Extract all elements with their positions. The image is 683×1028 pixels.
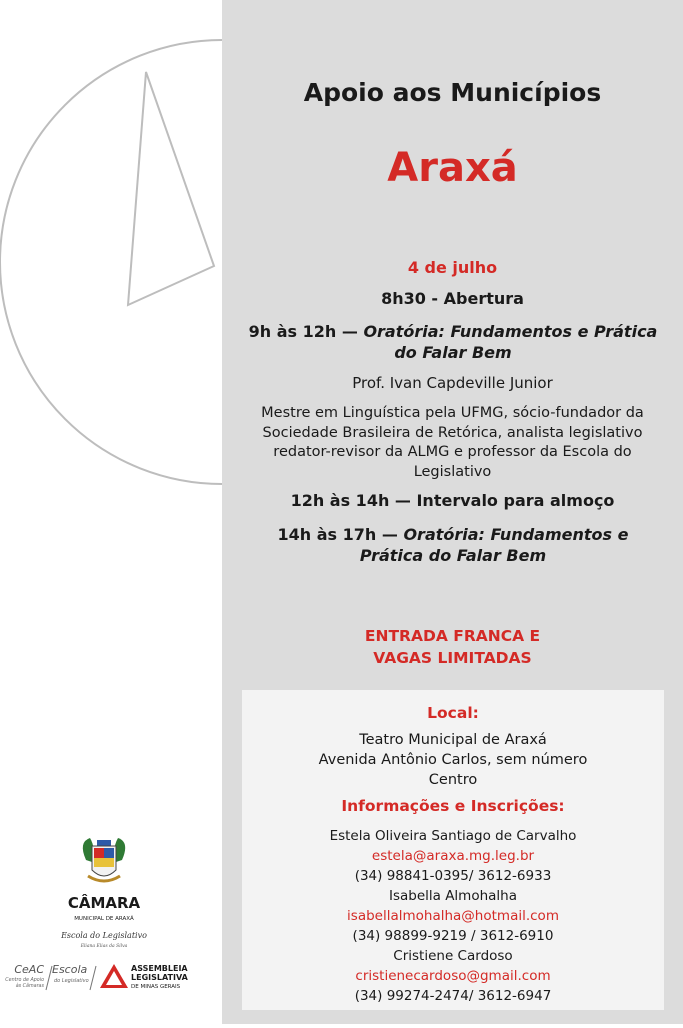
escola-script: Escola do Legislativo <box>61 931 147 940</box>
escola-label: Escola <box>52 963 88 976</box>
contact-name: Isabella Almohalha <box>388 888 518 904</box>
bio-line: Sociedade Brasileira de Retórica, analista legislativo <box>262 424 643 441</box>
bio-line: Legislativo <box>413 463 492 480</box>
entry-line: ENTRADA FRANCA E <box>364 627 541 645</box>
almg-line: ASSEMBLEIA <box>131 964 188 973</box>
session-afternoon-time: 14h às 17h — <box>277 525 404 544</box>
almg-line: DE MINAS GERAIS <box>131 984 181 990</box>
camara-sub: MUNICIPAL DE ARAXÁ <box>74 916 134 922</box>
bio-line: Mestre em Linguística pela UFMG, sócio-fundador da <box>261 405 644 421</box>
entry-notice <box>222 625 683 669</box>
almg-line: LEGISLATIVA <box>131 973 188 982</box>
camara-name: CÂMARA <box>67 894 141 912</box>
contact-email-link[interactable]: isabellalmohalha@hotmail.com <box>347 908 559 924</box>
ceac-sub: Centro de Apoio <box>5 978 44 983</box>
escola-sub: do Legislativo <box>54 978 89 984</box>
location-line: Avenida Antônio Carlos, sem número <box>318 752 588 768</box>
page-title: Apoio aos Municípios <box>303 78 602 107</box>
location-heading: Local: <box>427 704 479 722</box>
session-afternoon-topic-cont: Prática do Falar Bem <box>359 546 547 565</box>
lunch-break: 12h às 14h — Intervalo para almoço <box>290 491 615 510</box>
escola-patron: Eliana Elias da Silva <box>80 944 128 949</box>
session-afternoon-topic: Oratória: Fundamentos e <box>403 525 629 544</box>
location-line: Centro <box>428 772 478 788</box>
decorative-circle-graphic <box>0 0 222 700</box>
session-morning-topic-cont: do Falar Bem <box>394 343 512 362</box>
event-date: 4 de julho <box>407 258 498 277</box>
city-name: Araxá <box>387 145 518 191</box>
almg-triangle-icon <box>100 964 128 988</box>
info-box <box>242 690 664 1010</box>
speaker-name: Prof. Ivan Capdeville Junior <box>352 374 553 392</box>
ceac-sub: às Câmaras <box>15 984 44 989</box>
contact-name: Cristiene Cardoso <box>393 948 513 964</box>
logos-area <box>0 830 222 1024</box>
sponsor-logos <box>0 830 222 1024</box>
location-line: Teatro Municipal de Araxá <box>359 732 547 748</box>
contact-phone: (34) 99274-2474/ 3612-6947 <box>354 988 552 1004</box>
entry-line: VAGAS LIMITADAS <box>373 649 532 667</box>
bio-line: redator-revisor da ALMG e professor da Escola do <box>273 444 632 460</box>
session-morning-time: 9h às 12h — <box>248 322 364 341</box>
contact-email-link[interactable]: cristienecardoso@gmail.com <box>355 968 551 984</box>
session-morning-topic: Oratória: Fundamentos e Prática <box>363 322 658 341</box>
session-morning <box>236 321 670 363</box>
contact-name: Estela Oliveira Santiago de Carvalho <box>329 828 577 844</box>
contacts-heading: Informações e Inscrições: <box>341 797 565 815</box>
contact-email-link[interactable]: estela@araxa.mg.leg.br <box>371 848 535 864</box>
speaker-bio <box>226 404 679 482</box>
session-afternoon <box>258 524 648 566</box>
contact-phone: (34) 98899-9219 / 3612-6910 <box>352 928 554 944</box>
camara-coat-of-arms-icon <box>83 838 125 881</box>
ceac-label: CeAC <box>14 963 44 976</box>
opening-time: 8h30 - Abertura <box>381 289 524 308</box>
contact-phone: (34) 98841-0395/ 3612-6933 <box>354 868 552 884</box>
